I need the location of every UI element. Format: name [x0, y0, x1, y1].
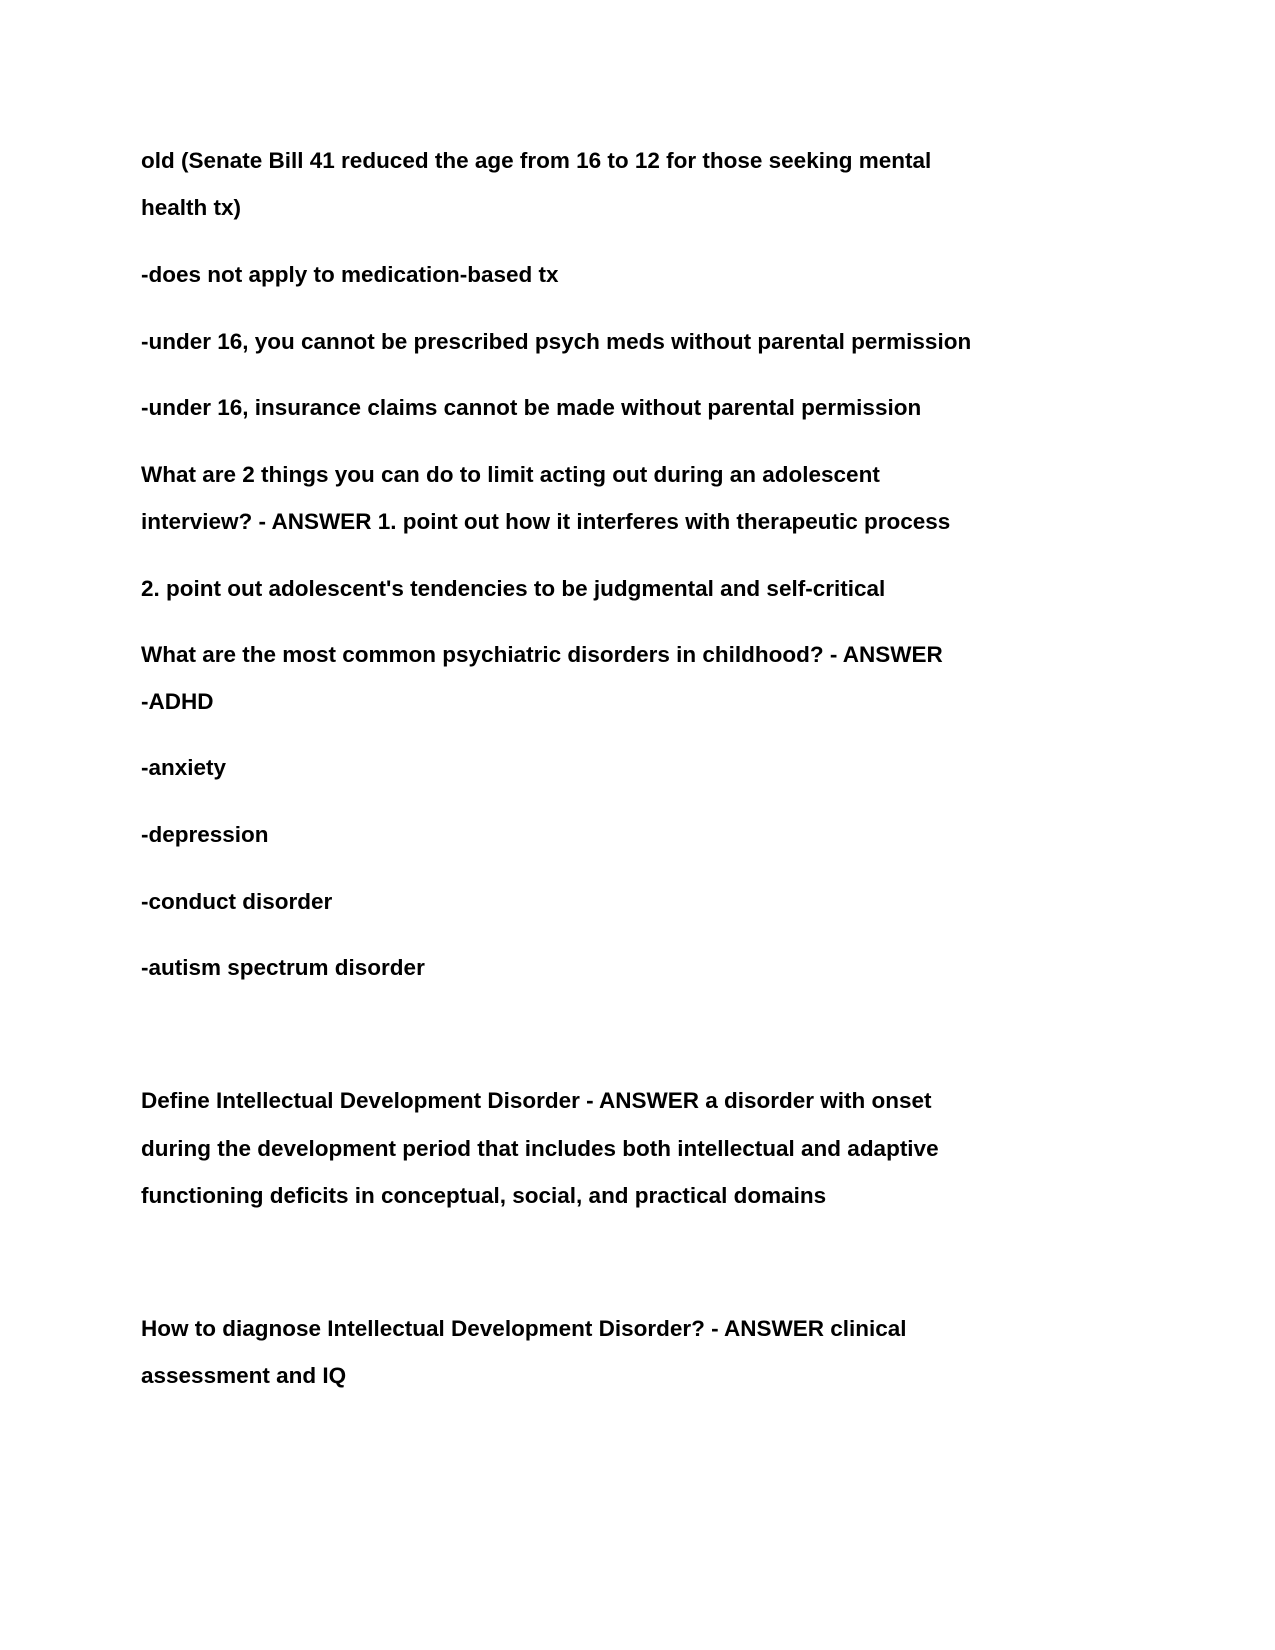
- text-line: -under 16, insurance claims cannot be made without parental permission: [141, 395, 922, 420]
- text-line: 2. point out adolescent's tendencies to be judgmental and self-critical: [141, 576, 886, 601]
- list-item: -ADHD: [141, 689, 214, 714]
- list-item: -anxiety: [141, 755, 227, 780]
- text-line: health tx): [141, 195, 242, 220]
- question-line: How to diagnose Intellectual Development Disorder? - ANSWER clinical: [141, 1316, 907, 1341]
- text-line: old (Senate Bill 41 reduced the age from 16 to 12 for those seeking mental: [141, 148, 932, 173]
- text-line: -under 16, you cannot be prescribed psych meds without parental permission: [141, 329, 972, 354]
- list-item: -autism spectrum disorder: [141, 955, 425, 980]
- question-line: What are 2 things you can do to limit acting out during an adolescent: [141, 462, 880, 487]
- list-item: -conduct disorder: [141, 889, 333, 914]
- list-item: -depression: [141, 822, 269, 847]
- question-line: assessment and IQ: [141, 1363, 347, 1388]
- question-line: Define Intellectual Development Disorder - ANSWER a disorder with onset: [141, 1088, 932, 1113]
- question-line: interview? - ANSWER 1. point out how it interferes with therapeutic process: [141, 509, 951, 534]
- question-line: What are the most common psychiatric disorders in childhood? - ANSWER: [141, 642, 943, 667]
- text-line: -does not apply to medication-based tx: [141, 262, 559, 287]
- question-line: during the development period that includes both intellectual and adaptive: [141, 1136, 939, 1161]
- question-line: functioning deficits in conceptual, social, and practical domains: [141, 1183, 827, 1208]
